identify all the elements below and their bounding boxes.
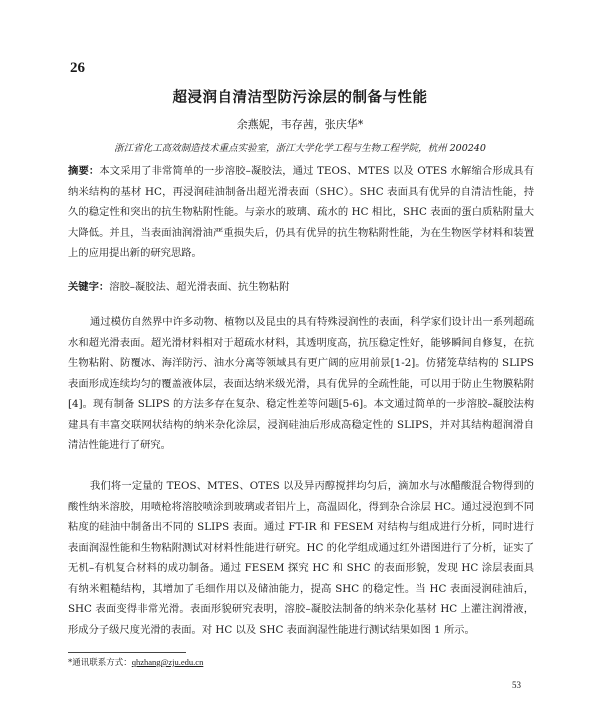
footnote-divider — [68, 652, 186, 653]
abstract-text: 本文采用了非常简单的一步溶胶–凝胶法，通过 TEOS、MTES 以及 OTES 水解缩合形成具有纳米结构的基材 HC，再浸润硅油制备出超光滑表面（SHC）。SHC 表面具有优异的自清洁性能，持久的稳定性和突出的抗生物粘附性能。与亲水的玻璃、疏水的 HC 相比，SHC 表面的蛋白质粘附量大大降低。并且，当表面油润滑油严重损失后，仍具有优异的抗生物粘附性能，为在生物医学材料和装置上的应用提出新的研究思路。 — [68, 165, 535, 259]
keywords — [68, 277, 534, 298]
footnote — [68, 656, 203, 668]
paper-title: 超浸润自清洁型防污涂层的制备与性能 — [172, 90, 428, 106]
page-number-bottom: 53 — [512, 680, 521, 690]
abstract — [68, 161, 534, 264]
keywords-text: 溶胶–凝胶法、超光滑表面、抗生物粘附 — [109, 281, 290, 293]
abstract-label: 摘要： — [68, 165, 100, 177]
affiliation: 浙江省化工高效制造技术重点实验室，浙江大学化学工程与生物工程学院，杭州 200240 — [114, 143, 486, 154]
author-list: 余燕妮，韦存茜，张庆华* — [236, 118, 364, 131]
contact-email-link[interactable]: qhzhang@zju.edu.cn — [131, 657, 204, 667]
keywords-label: 关键字： — [68, 281, 110, 293]
footnote-label: *通讯联系方式： — [68, 658, 132, 668]
page-number-top: 26 — [70, 60, 85, 76]
body-paragraph: 我们将一定量的 TEOS、MTES、OTES 以及异丙醇搅拌均匀后，滴加水与冰醋酸混合物得到的酸性纳米溶胶，用喷枪将溶胶喷涂到玻璃或者铝片上，高温固化，得到杂合涂层 HC。通过浸泡到不同粘度的硅油中制备出不同的 SLIPS 表面。通过 FT-IR 和 FESEM 对结构与组成进行分析，同时进行表面润湿性能和生物粘附测试对材料性能进行研究。HC 的化学组成通过红外谱图进行了分析，证实了无机–有机复合材料的成功制备。通过 FESEM 探究 HC 和 SHC 的表面形貌，发现 HC 涂层表面具有纳米粗糙结构，其增加了毛细作用以及储油能力，提高 SHC 的稳定性。当 HC 表面浸润硅油后，SHC 表面变得非常光滑。表面形貌研究表明，溶胶–凝胶法制备的纳米杂化基材 HC 上灌注润滑液，形成分子级尺度光滑的表面。对 HC 以及 SHC 表面润湿性能进行测试结果如图 1 所示。 — [68, 480, 534, 636]
body-paragraph: 通过模仿自然界中许多动物、植物以及昆虫的具有特殊浸润性的表面，科学家们设计出一系列超疏水和超光滑表面。超光滑材料相对于超疏水材料，其透明度高，抗压稳定性好，能够瞬间自修复，在抗生物粘附、防覆冰、海洋防污、油水分离等领域具有更广阔的应用前景[1-2]。仿猪笼草结构的 SLIPS 表面形成连续均匀的覆盖液体层，表面达纳米级光滑，具有优异的全疏性能，可以用于防止生物膜粘附[4]。现有制备 SLIPS 的方法多存在复杂、稳定性差等问题[5-6]。本文通过简单的一步溶胶–凝胶法构建具有丰富交联网状结构的纳米杂化涂层，浸润硅油后形成高稳定性的 SLIPS，并对其结构超润滑自清洁性能进行了研究。 — [68, 316, 534, 451]
